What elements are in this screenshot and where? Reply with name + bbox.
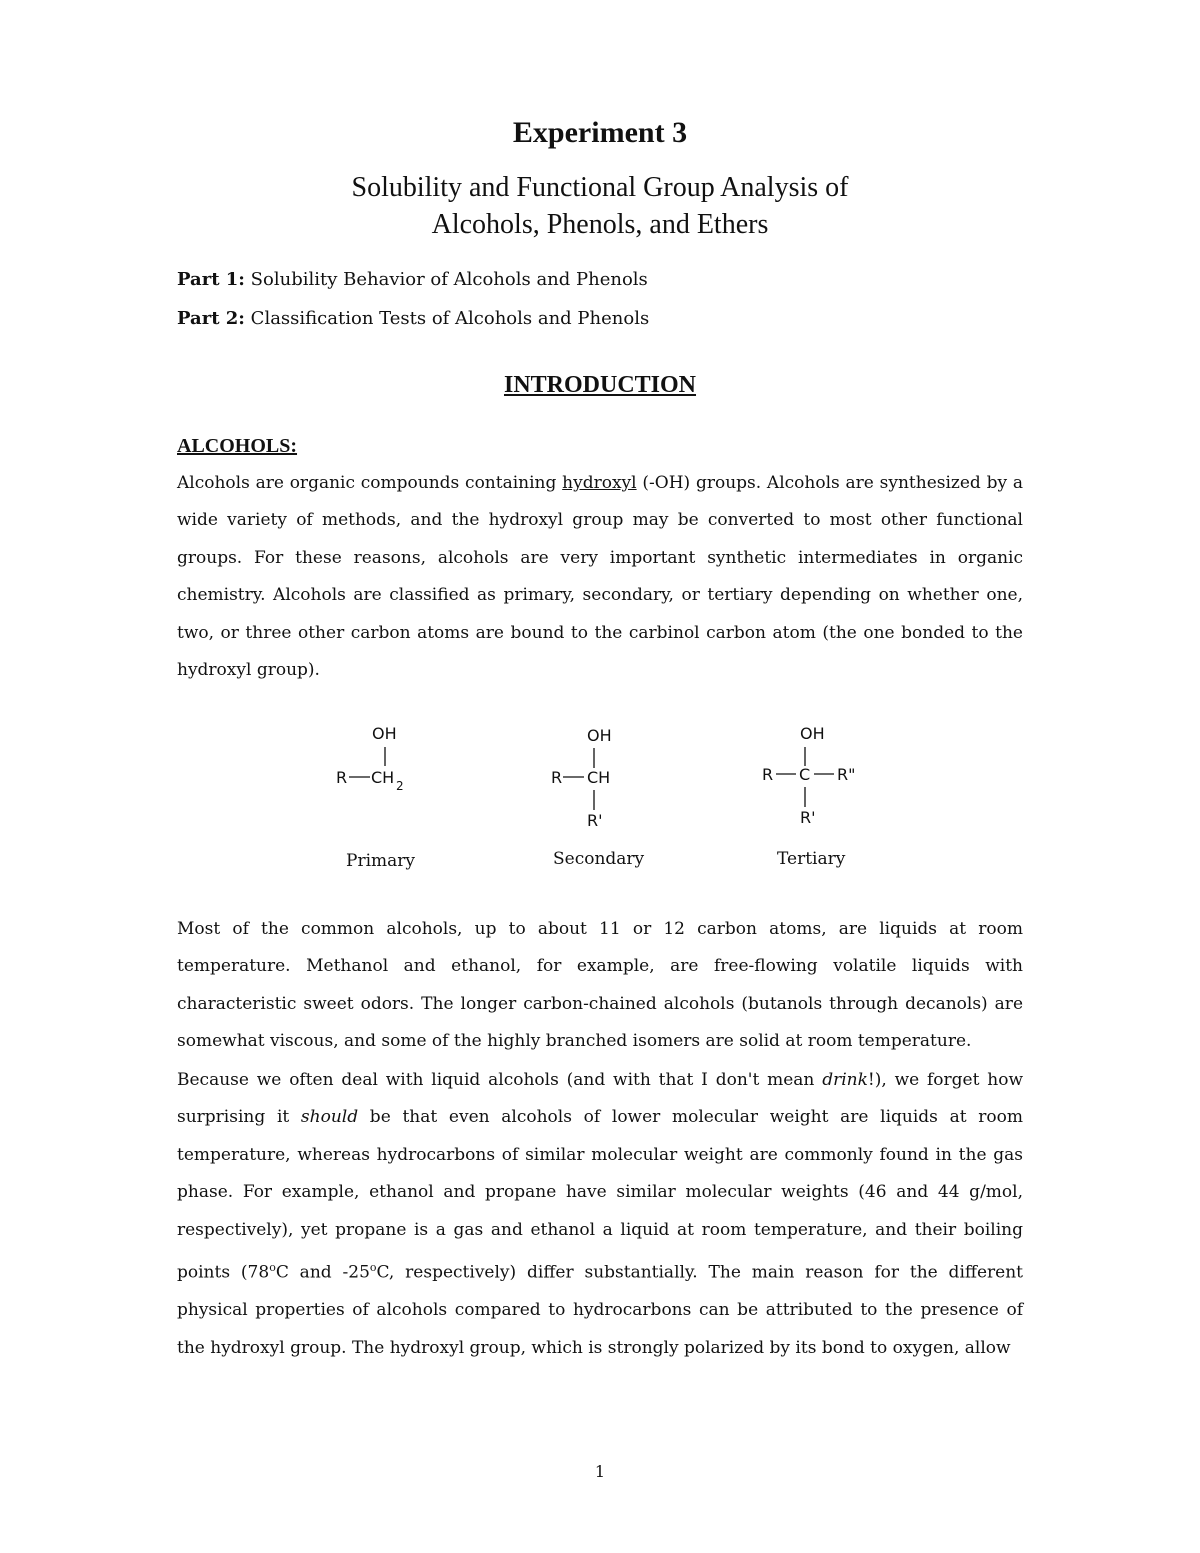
paragraph-text: C and -25 — [275, 1262, 370, 1283]
degree-symbol: o — [269, 1261, 276, 1275]
page-number: 1 — [594, 1462, 606, 1481]
tertiary-rdouble: R" — [837, 765, 856, 784]
paragraph-text: !), we forget how surprising it — [177, 1070, 1023, 1128]
part-2-label: Part 2: — [177, 308, 245, 329]
paragraph-liquid-alcohols — [177, 1062, 1023, 1367]
paragraph-text: be that even alcohols of lower molecular weight are liquids at room temperature, whereas hydrocarbons of similar molecular weight are commonly found in the gas phase. For example, ethanol and propane have similar molecular weights (46 and 44 g/mol, respectively), yet propane is a gas and ethanol a liquid at room temperature, and their boiling points (78 — [177, 1107, 1023, 1283]
secondary-oh: OH — [587, 726, 612, 745]
paragraph-alcohols-intro — [177, 465, 1023, 689]
paragraph-text: Because we often deal with liquid alcohols (and with that I don't mean — [177, 1070, 823, 1090]
tertiary-r: R — [762, 765, 774, 784]
italic-should: should — [300, 1107, 359, 1128]
paragraph-text: (-OH) groups. Alcohols are synthesized by a wide variety of methods, and the hydroxyl group may be converted to most other functional groups. For these reasons, alcohols are very important synthetic intermediates in organic chemistry. Alcohols are classified as primary, secondary, or tertiary depending on whether one, two, or three other carbon atoms are bound to the carbinol carbon atom (the one bonded to the hydroxyl group). — [177, 473, 1023, 681]
paragraph-common-alcohols: Most of the common alcohols, up to about 11 or 12 carbon atoms, are liquids at room temperature. Methanol and ethanol, for example, are free-flowing volatile liquids with characteristic sweet odors. The longer carbon-chained alcohols (butanols through decanols) are somewhat viscous, and some of the highly branched isomers are solid at room temperature. — [177, 919, 1023, 1052]
tertiary-label: Tertiary — [777, 849, 846, 869]
secondary-rprime: R' — [587, 811, 603, 830]
page-title: Experiment 3 — [512, 116, 688, 149]
tertiary-structure — [762, 724, 855, 827]
alcohols-heading: ALCOHOLS: — [177, 435, 298, 457]
primary-subscript: 2 — [396, 779, 404, 793]
paragraph-text: C, respectively) differ substantially. The main reason for the different physical properties of alcohols compared to hydrocarbons can be attributed to the presence of the hydroxyl group. The hydroxyl group, which is strongly polarized by its bond to oxygen, allow — [177, 1262, 1023, 1358]
degree-symbol: o — [369, 1261, 377, 1275]
subtitle-line-1: Solubility and Functional Group Analysis of — [351, 172, 849, 203]
subtitle-line-2: Alcohols, Phenols, and Ethers — [431, 209, 769, 240]
secondary-label: Secondary — [553, 849, 645, 869]
secondary-r: R — [551, 768, 563, 787]
part-2-text: Classification Tests of Alcohols and Phenols — [244, 308, 650, 329]
primary-carbon: CH — [371, 768, 395, 787]
part-2 — [177, 308, 649, 329]
part-1-text: Solubility Behavior of Alcohols and Phenols — [244, 269, 648, 290]
primary-label: Primary — [346, 851, 415, 871]
tertiary-rprime: R' — [800, 808, 816, 827]
italic-drink: drink — [822, 1070, 868, 1090]
tertiary-carbon: C — [799, 765, 811, 784]
part-1 — [177, 269, 648, 290]
primary-structure — [336, 724, 404, 793]
primary-r: R — [336, 768, 348, 787]
tertiary-oh: OH — [800, 724, 825, 743]
secondary-carbon: CH — [587, 768, 611, 787]
hydroxyl-term: hydroxyl — [562, 473, 637, 493]
primary-oh: OH — [372, 724, 397, 743]
paragraph-text: Alcohols are organic compounds containing — [177, 473, 563, 493]
secondary-structure — [551, 726, 612, 830]
part-1-label: Part 1: — [177, 269, 245, 290]
introduction-heading: INTRODUCTION — [503, 372, 697, 398]
